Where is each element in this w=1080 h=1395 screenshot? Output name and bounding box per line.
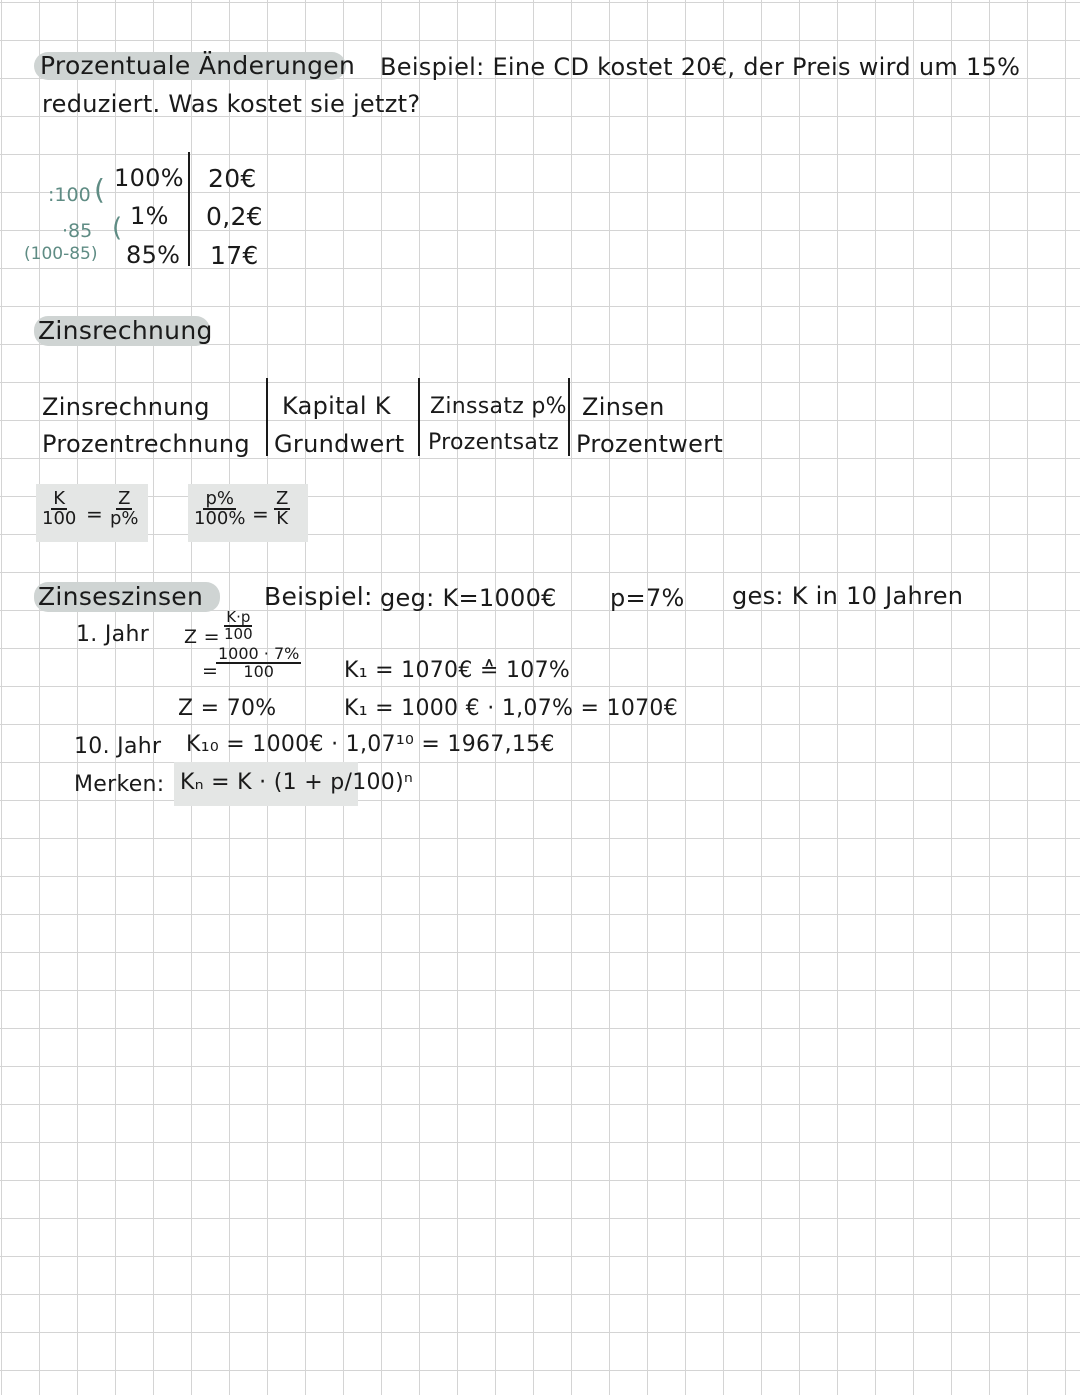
fraction-denominator: 100: [224, 625, 253, 643]
table-cell-zinsen: Zinsen: [582, 393, 665, 421]
fraction-1000-7-over-100: [216, 646, 301, 680]
section-heading-zinsrechnung: Zinsrechnung: [38, 316, 213, 345]
formula-fraction-k-100: [40, 490, 78, 528]
example-text-line1: Beispiel: Eine CD kostet 20€, der Preis wird um 15%: [380, 53, 1021, 81]
formula-fraction-z-p: [108, 490, 141, 528]
section-heading-zinseszinsen: Zinseszinsen: [38, 582, 204, 611]
fraction-numerator: Z: [276, 488, 289, 509]
table-cell-zinssatz: Zinssatz p%: [430, 394, 567, 419]
table-cell-prozentwert: Prozentwert: [576, 430, 724, 458]
table-divider: [568, 378, 570, 456]
merken-label: Merken:: [74, 772, 165, 797]
annotation-multiply-85: ·85: [62, 220, 93, 242]
table-cell-prozentrechnung: Prozentrechnung: [42, 430, 250, 458]
annotation-divide-100: :100: [48, 184, 91, 206]
example-label: Beispiel:: [264, 582, 373, 611]
year10-label: 10. Jahr: [74, 734, 162, 759]
merken-formula: Kₙ = K · (1 + p/100)ⁿ: [180, 770, 414, 795]
table-divider: [188, 152, 190, 266]
fraction-numerator: p%: [205, 488, 234, 509]
table-cell-prozentsatz: Prozentsatz: [428, 430, 559, 455]
formula-fraction-z-k: [274, 490, 290, 528]
year1-label: 1. Jahr: [76, 622, 150, 647]
given-rate: p=7%: [610, 584, 685, 612]
k1-line1: K₁ = 1070€ ≙ 107%: [344, 658, 571, 683]
fraction-denominator: 100%: [194, 508, 246, 529]
k1-line2: K₁ = 1000 € · 1,07% = 1070€: [344, 696, 679, 721]
equals-sign: =: [202, 660, 219, 682]
fraction-denominator: p%: [110, 508, 139, 529]
fraction-k-p-over-100: [222, 610, 255, 642]
fraction-denominator: K: [276, 508, 289, 529]
bracket-upper-icon: (: [94, 173, 105, 206]
value-20: 20€: [208, 164, 257, 193]
annotation-100-minus-85: (100-85): [24, 244, 98, 264]
table-divider: [418, 378, 420, 456]
value-0-2: 0,2€: [206, 202, 263, 231]
fraction-denominator: 100: [243, 662, 274, 681]
table-cell-grundwert: Grundwert: [274, 430, 405, 458]
fraction-numerator: Z: [118, 488, 131, 509]
k10-line: K₁₀ = 1000€ · 1,07¹⁰ = 1967,15€: [186, 732, 555, 757]
sought-value: ges: K in 10 Jahren: [732, 582, 964, 610]
equals-sign: =: [252, 502, 269, 526]
z-result: Z = 70%: [178, 696, 277, 721]
section-heading-prozentuale-aenderungen: Prozentuale Änderungen: [40, 51, 356, 80]
fraction-numerator: K·p: [226, 608, 251, 626]
bracket-lower-icon: (: [112, 213, 123, 243]
value-17: 17€: [210, 241, 259, 270]
fraction-denominator: 100: [42, 508, 77, 529]
given-value: geg: K=1000€: [380, 584, 557, 612]
equals-sign: =: [86, 502, 103, 526]
percent-100: 100%: [114, 164, 184, 192]
table-cell-zinsrechnung: Zinsrechnung: [42, 393, 210, 421]
percent-1: 1%: [130, 202, 169, 230]
table-cell-kapital: Kapital K: [282, 392, 391, 420]
fraction-numerator: 1000 · 7%: [218, 644, 300, 663]
table-divider: [266, 378, 268, 456]
z-equals: Z =: [184, 626, 220, 648]
example-text-line2: reduziert. Was kostet sie jetzt?: [42, 90, 421, 118]
formula-fraction-p-100: [192, 490, 247, 528]
fraction-numerator: K: [53, 488, 66, 509]
percent-85: 85%: [126, 241, 181, 269]
